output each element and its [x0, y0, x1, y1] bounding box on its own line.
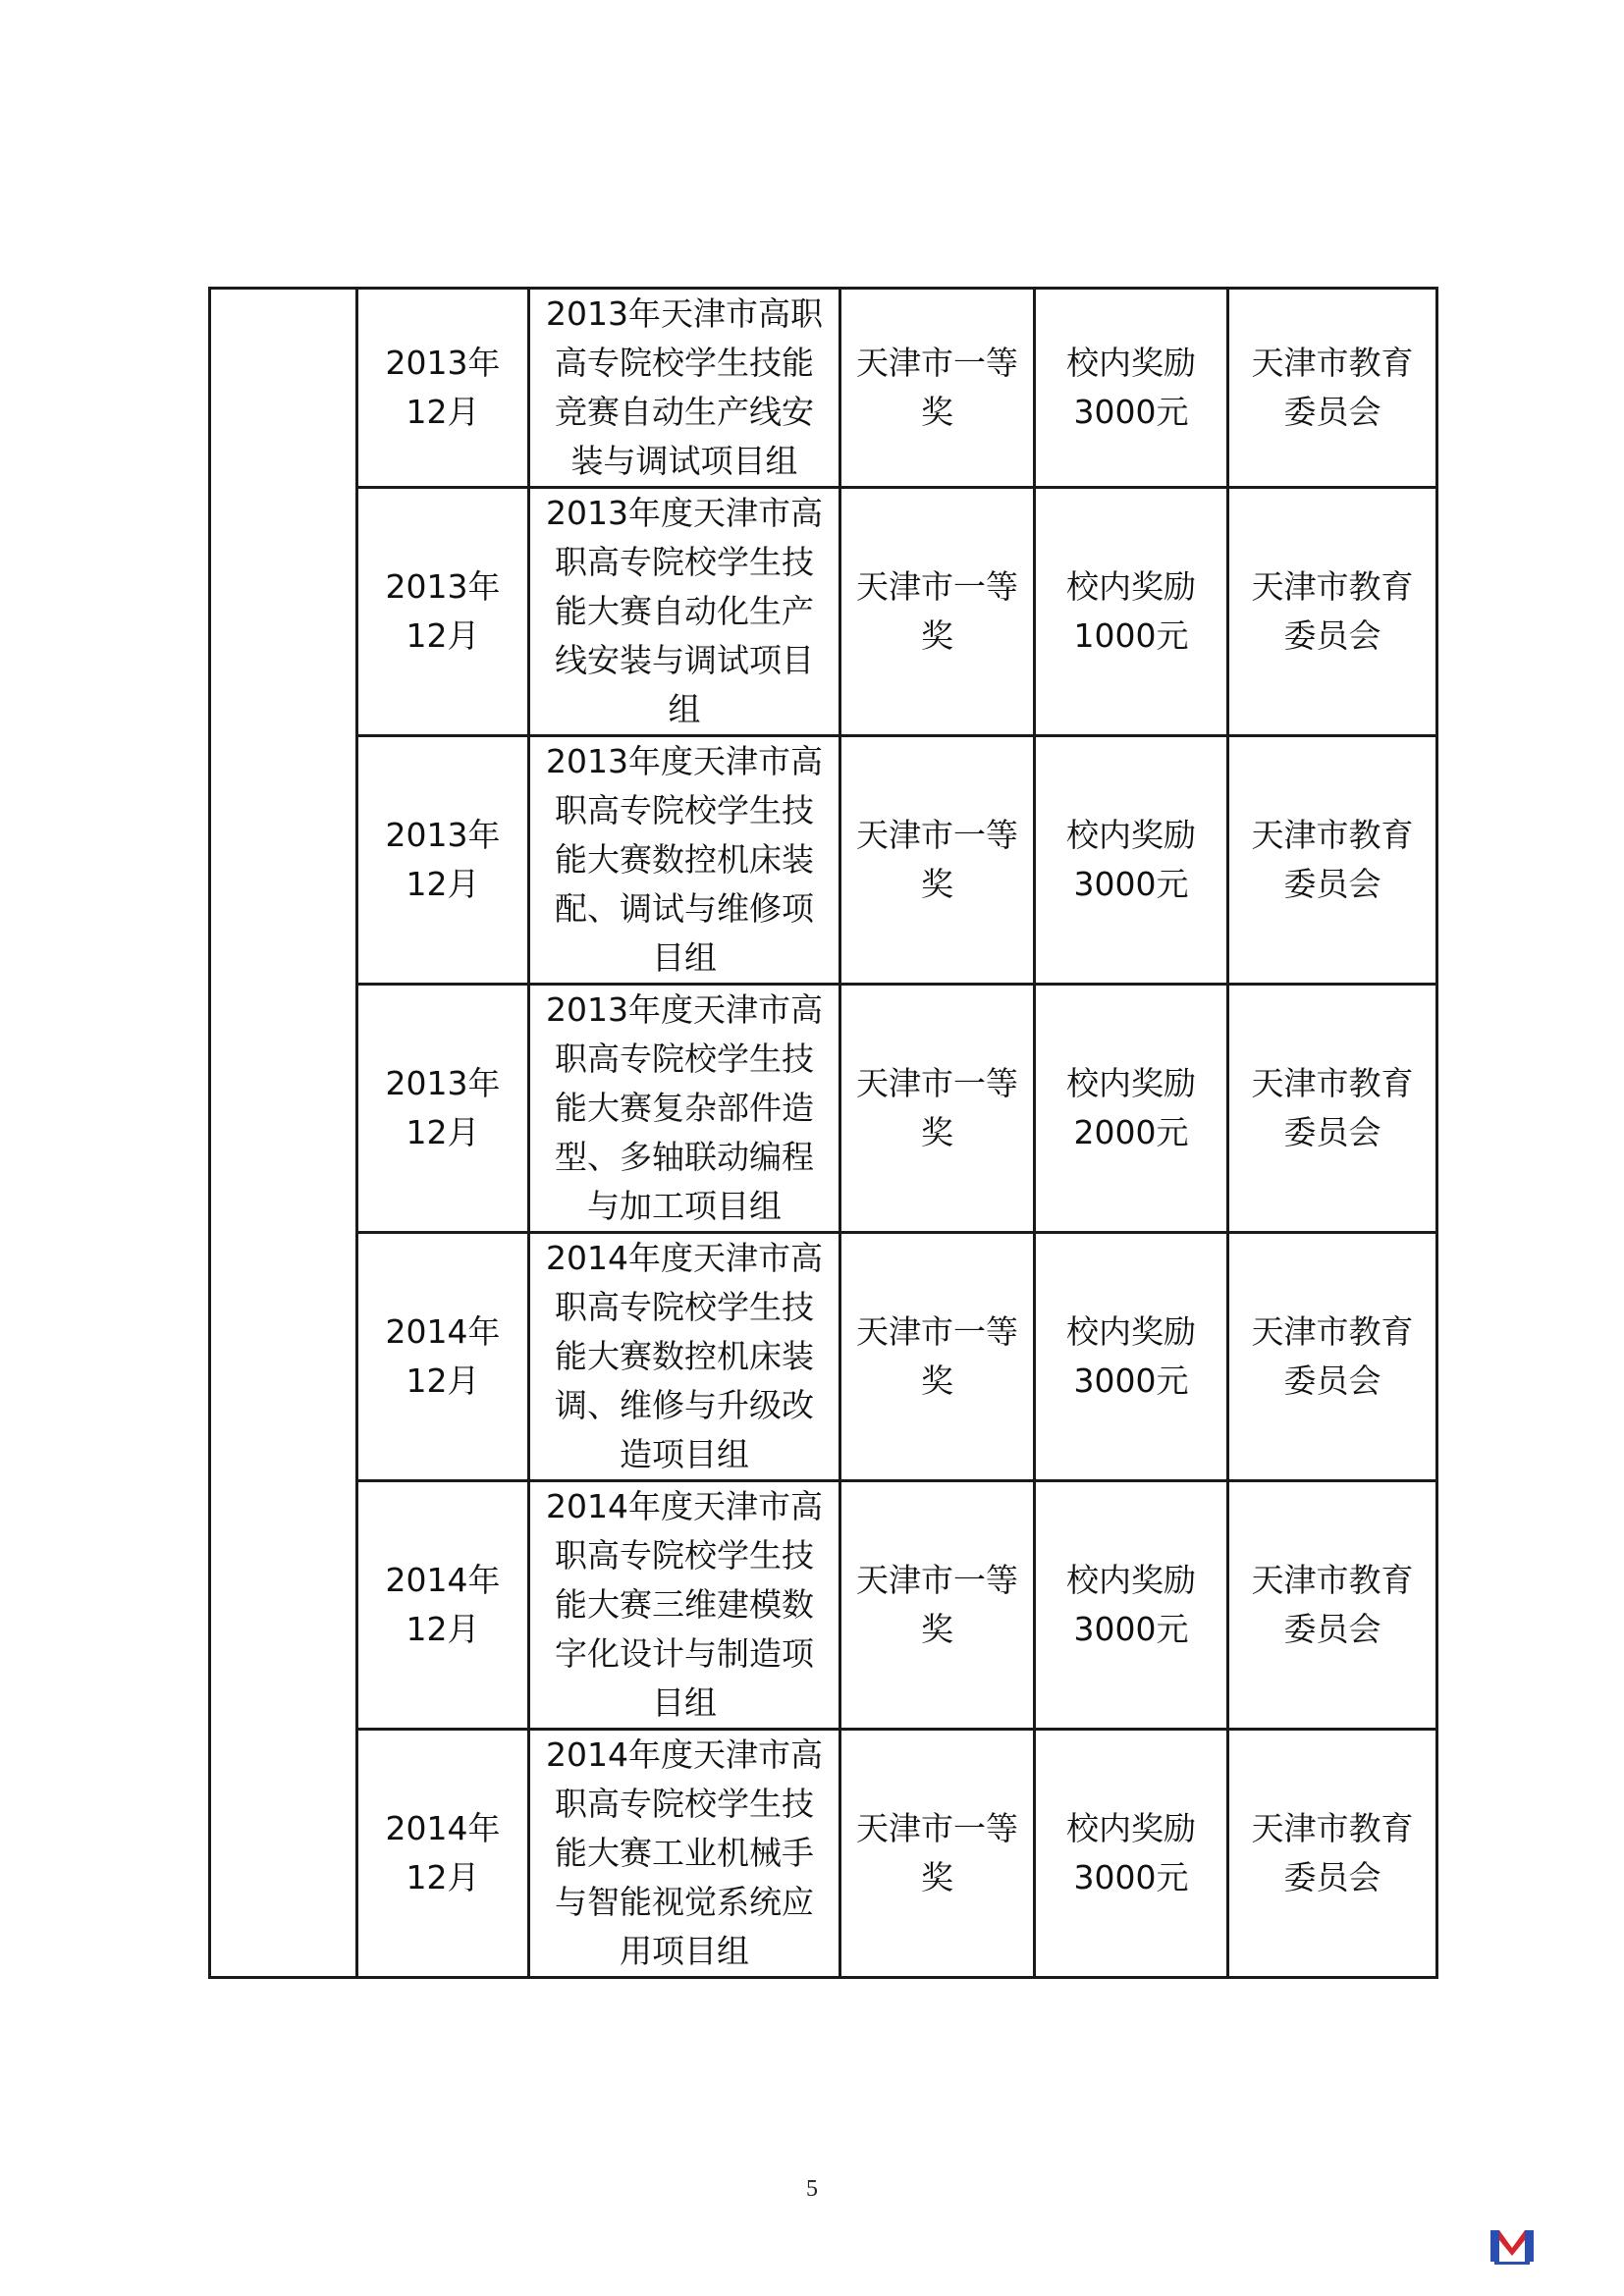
date-cell: 2013年 12月 — [357, 488, 529, 736]
reward-cell: 校内奖励 3000元 — [1035, 1233, 1228, 1481]
organizer-cell: 天津市教育委员会 — [1228, 1481, 1437, 1730]
award-level-cell: 天津市一等奖 — [840, 1481, 1035, 1730]
table-row — [210, 289, 1437, 488]
reward-cell: 校内奖励 2000元 — [1035, 985, 1228, 1233]
organizer-cell: 天津市教育委员会 — [1228, 736, 1437, 985]
competition-cell: 2013年度天津市高职高专院校学生技能大赛数控机床装配、调试与维修项目组 — [529, 736, 840, 985]
organizer-cell: 天津市教育委员会 — [1228, 1730, 1437, 1978]
date-cell: 2013年 12月 — [357, 736, 529, 985]
competition-cell: 2013年度天津市高职高专院校学生技能大赛自动化生产线安装与调试项目组 — [529, 488, 840, 736]
organizer-cell: 天津市教育委员会 — [1228, 1233, 1437, 1481]
organizer-cell: 天津市教育委员会 — [1228, 488, 1437, 736]
award-level-cell: 天津市一等奖 — [840, 488, 1035, 736]
reward-cell: 校内奖励 3000元 — [1035, 1730, 1228, 1978]
organizer-cell: 天津市教育委员会 — [1228, 985, 1437, 1233]
table-row — [210, 1730, 1437, 1978]
reward-cell: 校内奖励 3000元 — [1035, 736, 1228, 985]
competition-cell: 2013年度天津市高职高专院校学生技能大赛复杂部件造型、多轴联动编程与加工项目组 — [529, 985, 840, 1233]
award-level-cell: 天津市一等奖 — [840, 1233, 1035, 1481]
award-level-cell: 天津市一等奖 — [840, 736, 1035, 985]
organizer-cell: 天津市教育委员会 — [1228, 289, 1437, 488]
awards-table — [208, 287, 1438, 1979]
award-level-cell: 天津市一等奖 — [840, 985, 1035, 1233]
table-row — [210, 736, 1437, 985]
competition-cell: 2014年度天津市高职高专院校学生技能大赛三维建模数字化设计与制造项目组 — [529, 1481, 840, 1730]
date-cell: 2013年 12月 — [357, 985, 529, 1233]
award-level-cell: 天津市一等奖 — [840, 1730, 1035, 1978]
award-level-cell: 天津市一等奖 — [840, 289, 1035, 488]
reward-cell: 校内奖励 1000元 — [1035, 488, 1228, 736]
category-cell — [210, 289, 357, 1978]
competition-cell: 2014年度天津市高职高专院校学生技能大赛工业机械手与智能视觉系统应用项目组 — [529, 1730, 840, 1978]
reward-cell: 校内奖励 3000元 — [1035, 1481, 1228, 1730]
table-row — [210, 488, 1437, 736]
m-logo-icon — [1489, 2226, 1536, 2266]
table-row — [210, 1233, 1437, 1481]
table-row — [210, 1481, 1437, 1730]
date-cell: 2013年 12月 — [357, 289, 529, 488]
page-number: 5 — [806, 2176, 818, 2202]
competition-cell: 2013年天津市高职高专院校学生技能竞赛自动生产线安装与调试项目组 — [529, 289, 840, 488]
date-cell: 2014年 12月 — [357, 1481, 529, 1730]
competition-cell: 2014年度天津市高职高专院校学生技能大赛数控机床装调、维修与升级改造项目组 — [529, 1233, 840, 1481]
date-cell: 2014年 12月 — [357, 1233, 529, 1481]
table-row — [210, 985, 1437, 1233]
awards-table-body — [210, 289, 1437, 1978]
reward-cell: 校内奖励 3000元 — [1035, 289, 1228, 488]
date-cell: 2014年 12月 — [357, 1730, 529, 1978]
